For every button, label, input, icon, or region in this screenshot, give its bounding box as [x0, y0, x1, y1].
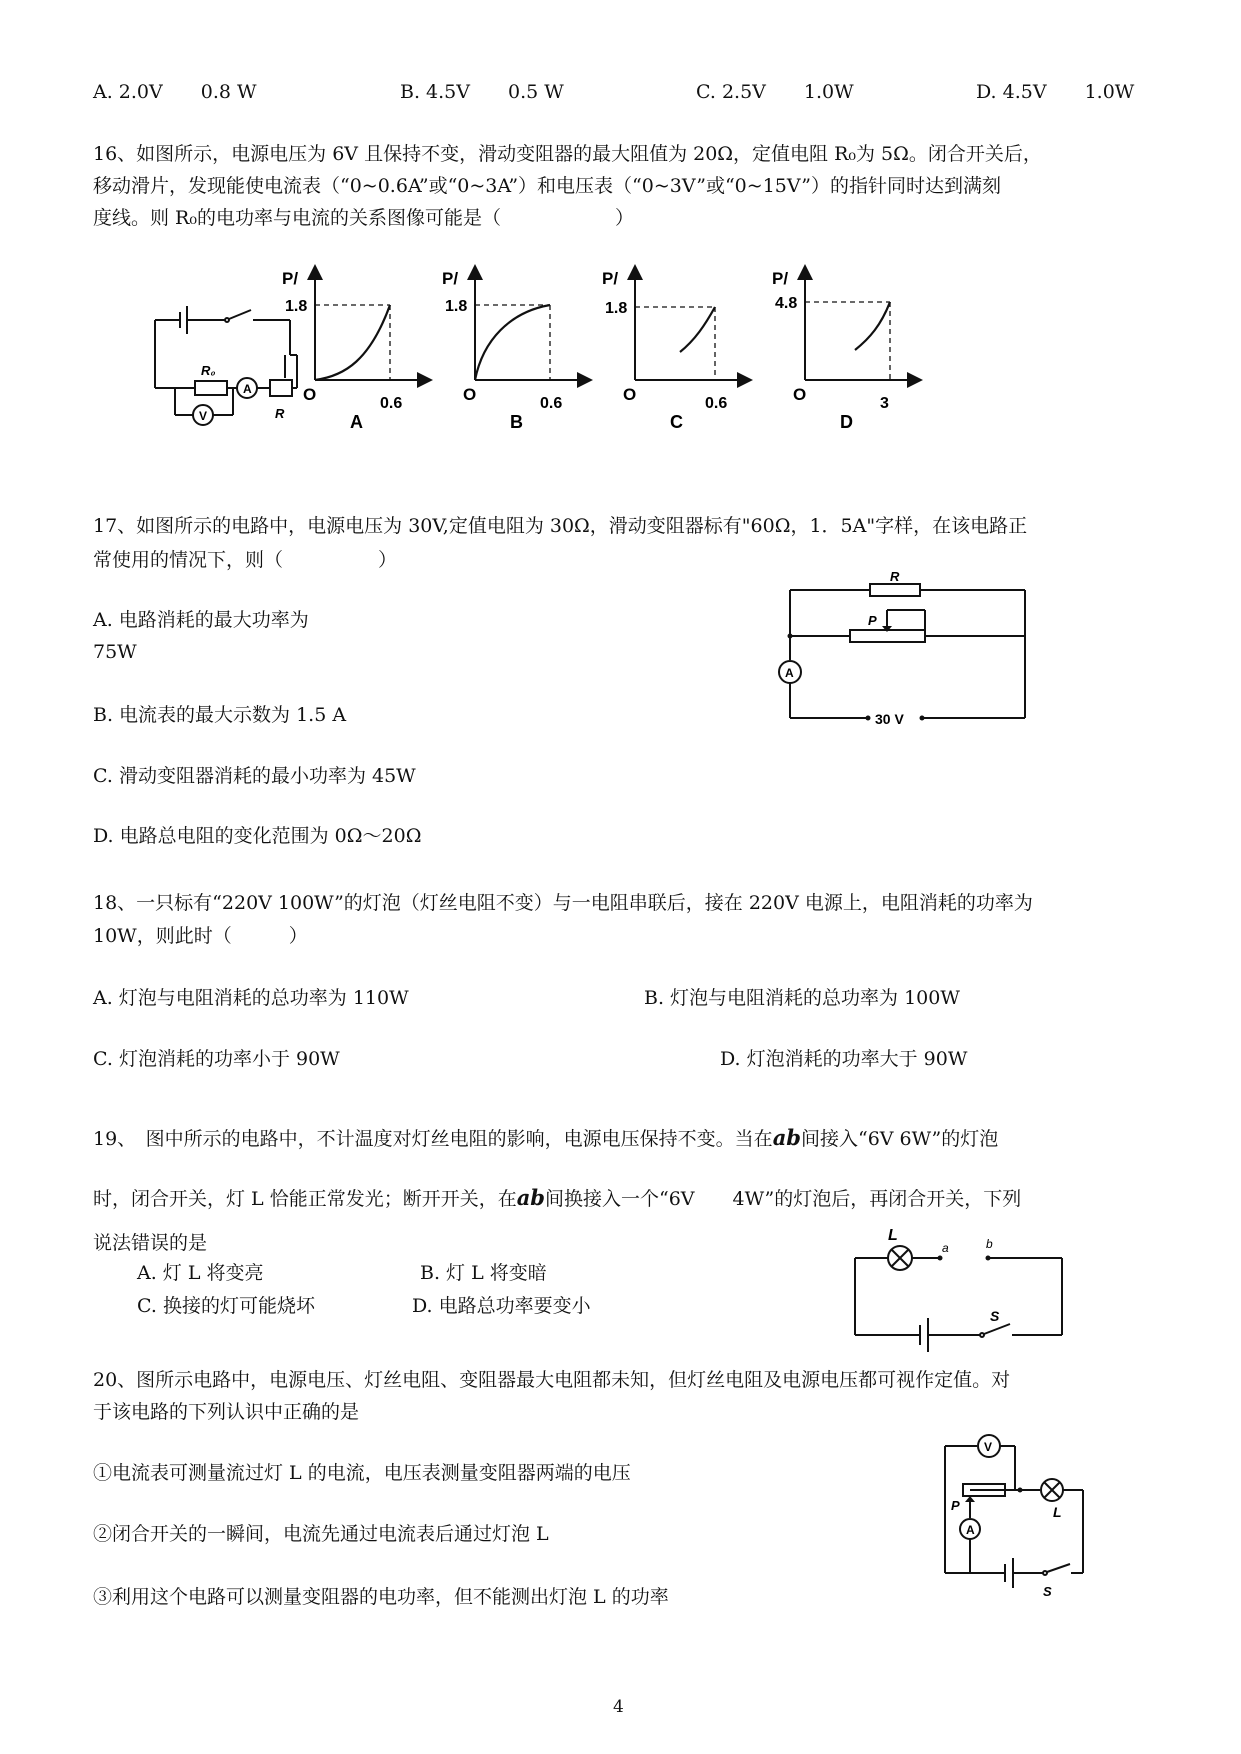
q19-option-a: A. 灯 L 将变亮: [137, 1262, 264, 1284]
q16-graph-label: A: [350, 412, 363, 432]
q16-circuit-r0-label: R₀: [201, 363, 216, 378]
q20-stem-line1: 20、图所示电路中，电源电压、灯丝电阻、变阻器最大电阻都未知，但灯丝电阻及电源电压都可视作定值。对: [93, 1369, 1011, 1391]
q17-option-c: C. 滑动变阻器消耗的最小功率为 45W: [93, 765, 416, 787]
q18-stem-line1: 18、一只标有“220V 100W”的灯泡（灯丝电阻不变）与一电阻串联后，接在 220V 电源上，电阻消耗的功率为: [93, 892, 1033, 914]
q20-circuit-p-label: P: [951, 1498, 960, 1513]
q16-graph-label: D: [840, 412, 853, 432]
q18-option-c: C. 灯泡消耗的功率小于 90W: [93, 1048, 340, 1070]
page-number: 4: [613, 1697, 624, 1717]
q16-graph-ytick: 1.8: [445, 298, 468, 315]
q17-option-b: B. 电流表的最大示数为 1.5 A: [93, 704, 347, 726]
q16-graph-ylabel: P/: [442, 269, 459, 288]
q19-ab-symbol: ab: [772, 1125, 801, 1150]
q18-stem-line2: 10W，则此时（ ）: [93, 925, 308, 947]
q16-graph-ylabel: P/: [282, 269, 299, 288]
q16-circuit-diagram: [145, 300, 325, 450]
q17-option-a-cont: 75W: [93, 641, 137, 663]
q19-stem-line2: [93, 1184, 1021, 1213]
q17-circuit-diagram: [770, 570, 1040, 740]
q16-graph-curve: [315, 305, 390, 380]
q15-option-a: A. 2.0V 0.8 W: [93, 81, 257, 103]
q16-graph-ylabel: P/: [772, 269, 789, 288]
q16-graph-ytick: 1.8: [605, 300, 628, 317]
q19-circuit-diagram: [840, 1218, 1080, 1348]
q16-graph-label: B: [510, 412, 523, 432]
q20-statement-2: ②闭合开关的一瞬间，电流先通过电流表后通过灯泡 L: [93, 1523, 549, 1545]
q15-option-b: B. 4.5V 0.5 W: [400, 81, 564, 103]
q16-graph-a: [282, 269, 425, 432]
q18-option-a: A. 灯泡与电阻消耗的总功率为 110W: [93, 987, 409, 1009]
q19-circuit-s-label: S: [990, 1308, 1000, 1324]
q16-graph-origin: O: [303, 385, 317, 404]
q16-stem-line2: 移动滑片，发现能使电流表（“0~0.6A”或“0~3A”）和电压表（“0~3V”或“0~15V”）的指针同时达到满刻: [93, 175, 1002, 197]
q17-circuit-p-label: P: [868, 613, 877, 628]
q16-graph-ylabel: P/: [602, 269, 619, 288]
q17-ammeter-symbol: A: [785, 666, 794, 680]
q17-option-a: A. 电路消耗的最大功率为: [93, 609, 309, 631]
q19-stem-line1-a: 19、 图中所示的电路中，不计温度对灯丝电阻的影响，电源电压保持不变。当在: [93, 1128, 773, 1150]
q19-stem-line2-b: 间换接入一个“6V 4W”的灯泡后，再闭合开关，下列: [545, 1188, 1022, 1210]
q19-option-d: D. 电路总功率要变小: [412, 1295, 591, 1317]
q20-stem-line2: 于该电路的下列认识中正确的是: [93, 1401, 360, 1423]
q15-option-c: C. 2.5V 1.0W: [696, 81, 854, 103]
q19-circuit-b-label: b: [986, 1237, 993, 1251]
q19-option-b: B. 灯 L 将变暗: [420, 1262, 547, 1284]
q19-circuit-l-label: L: [888, 1227, 898, 1244]
q20-statement-3: ③利用这个电路可以测量变阻器的电功率，但不能测出灯泡 L 的功率: [93, 1586, 669, 1608]
q16-graph-xtick: 0.6: [540, 395, 563, 412]
q17-stem-line2: 常使用的情况下，则（ ）: [93, 549, 398, 571]
q19-circuit-a-label: a: [942, 1241, 949, 1255]
q19-stem-line1-b: 间接入“6V 6W”的灯泡: [800, 1128, 999, 1150]
q16-graph-curve: [475, 305, 550, 380]
q16-graph-origin: O: [793, 385, 807, 404]
q19-stem-line3: 说法错误的是: [93, 1232, 208, 1254]
q19-ab-symbol-2: ab: [516, 1185, 545, 1210]
q19-option-c: C. 换接的灯可能烧坏: [137, 1295, 315, 1317]
q15-option-d: D. 4.5V 1.0W: [976, 81, 1135, 103]
q20-circuit-diagram: [925, 1418, 1105, 1598]
q16-graph-curve: [855, 302, 890, 350]
q17-circuit-r-label: R: [890, 569, 900, 584]
q16-graph-d: [772, 269, 915, 432]
q16-stem-line1: 16、如图所示，电源电压为 6V 且保持不变，滑动变阻器的最大阻值为 20Ω，定值电阻 R₀为 5Ω。闭合开关后，: [93, 143, 1042, 165]
q16-ammeter-symbol: A: [243, 382, 252, 396]
q20-voltmeter-symbol: V: [984, 1440, 993, 1454]
q16-graph-c: [602, 269, 745, 432]
q16-graph-label: C: [670, 412, 683, 432]
q16-graph-ytick: 4.8: [775, 295, 798, 312]
q17-option-d: D. 电路总电阻的变化范围为 0Ω～20Ω: [93, 825, 422, 847]
q16-circuit-r-label: R: [275, 406, 285, 421]
q19-stem-line2-a: 时，闭合开关，灯 L 恰能正常发光；断开开关，在: [93, 1188, 517, 1210]
q16-graph-ytick: 1.8: [285, 298, 308, 315]
q20-statement-1: ①电流表可测量流过灯 L 的电流，电压表测量变阻器两端的电压: [93, 1462, 631, 1484]
q19-stem-line1: [93, 1124, 998, 1153]
q16-graph-b: [442, 269, 585, 432]
q20-circuit-s-label: S: [1043, 1584, 1052, 1599]
q17-voltage-label: 30 V: [875, 711, 904, 727]
q16-graphs: [282, 262, 980, 482]
q16-graph-origin: O: [623, 385, 637, 404]
q16-graph-origin: O: [463, 385, 477, 404]
q16-graph-curve: [680, 307, 715, 352]
q16-voltmeter-symbol: V: [199, 409, 208, 423]
q16-stem-line3: 度线。则 R₀的电功率与电流的关系图像可能是（ ）: [93, 207, 634, 229]
q20-circuit-l-label: L: [1053, 1504, 1062, 1520]
q18-option-b: B. 灯泡与电阻消耗的总功率为 100W: [644, 987, 960, 1009]
q20-ammeter-symbol: A: [966, 1523, 975, 1537]
q16-graph-xtick: 0.6: [380, 395, 403, 412]
q16-graph-xtick: 3: [880, 395, 889, 412]
q18-option-d: D. 灯泡消耗的功率大于 90W: [720, 1048, 968, 1070]
q16-graph-xtick: 0.6: [705, 395, 728, 412]
q17-stem-line1: 17、如图所示的电路中，电源电压为 30V,定值电阻为 30Ω，滑动变阻器标有"60Ω，1．5A"字样，在该电路正: [93, 515, 1028, 537]
